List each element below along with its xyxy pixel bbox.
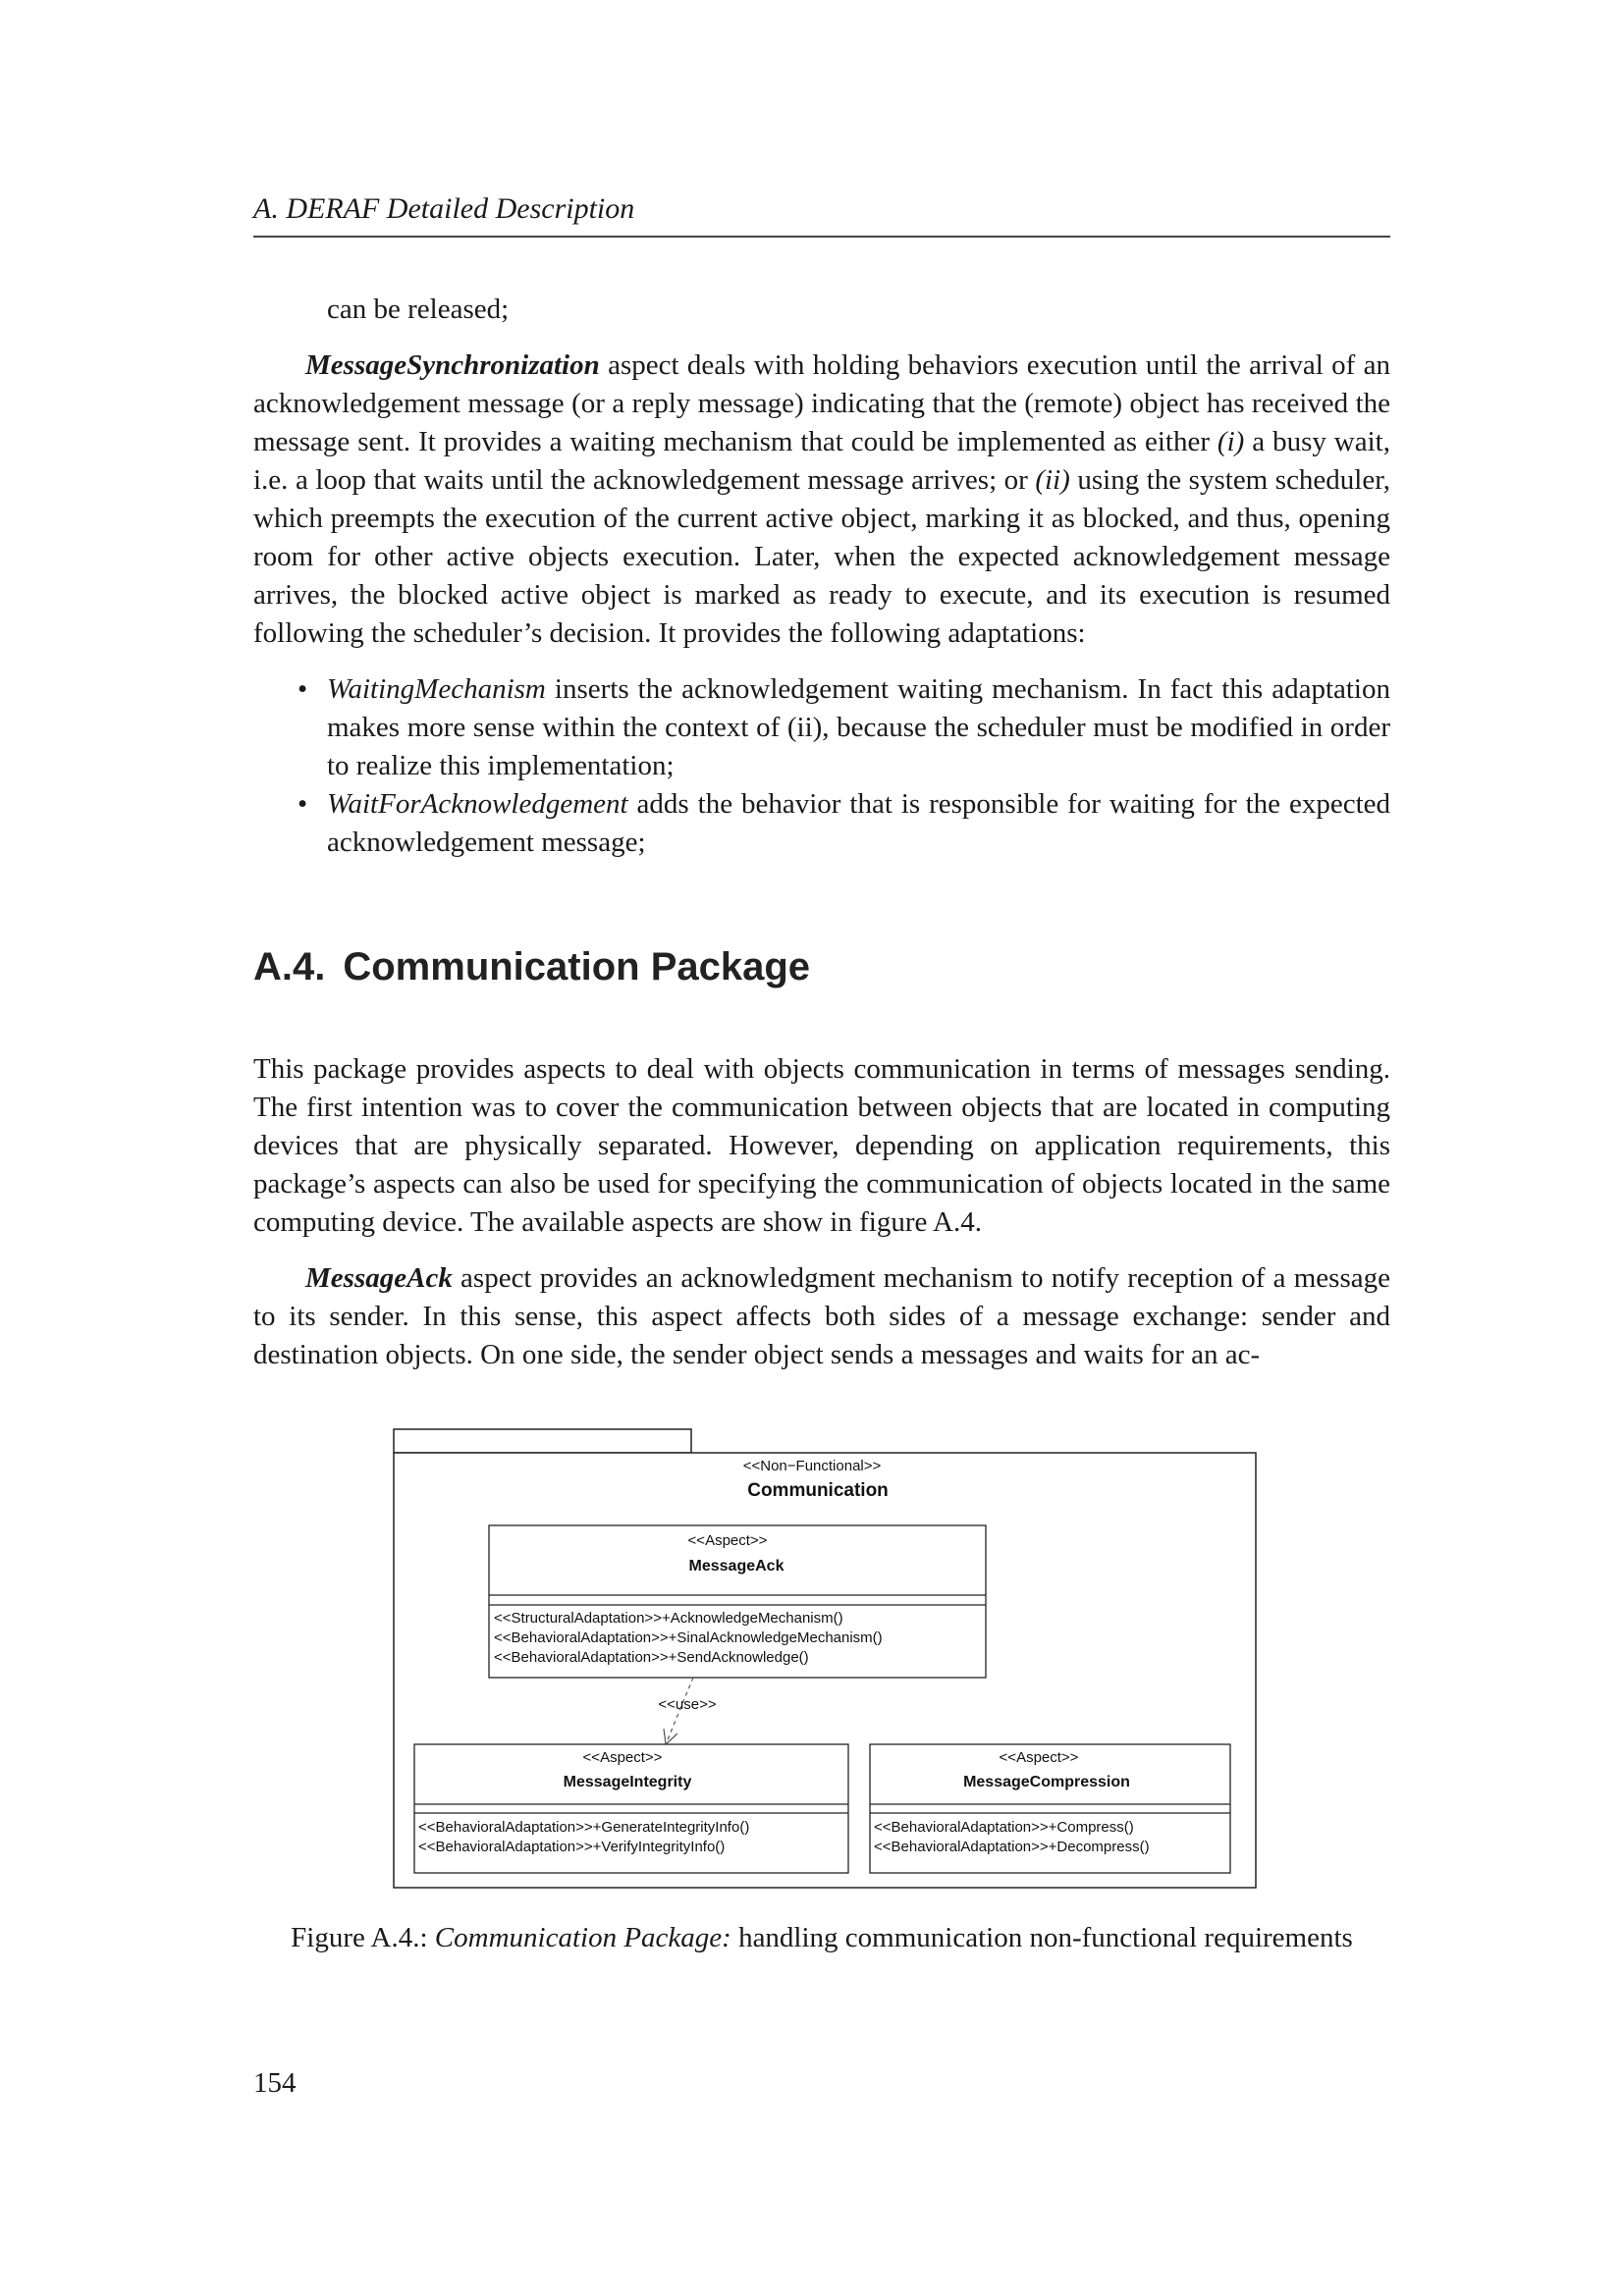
class-name-message-ack: MessageAck	[688, 1558, 784, 1575]
operation: <<BehavioralAdaptation>>+SendAcknowledge()	[494, 1649, 809, 1666]
section-title: Communication Package	[343, 945, 811, 988]
caption-label: Figure A.4.:	[291, 1922, 435, 1953]
figure-caption	[253, 1922, 1390, 1954]
operation: <<StructuralAdaptation>>+AcknowledgeMechanism()	[494, 1610, 843, 1627]
operation: <<BehavioralAdaptation>>+Compress()	[874, 1819, 1134, 1836]
page-number: 154	[253, 2067, 297, 2099]
list-item	[253, 670, 1390, 785]
paragraph-continuation: can be released;	[327, 294, 510, 325]
list-item-text: adds the behavior that is responsible for waiting for the expected acknowledgement message;	[327, 788, 1390, 858]
caption-title: Communication Package:	[434, 1922, 731, 1953]
bullet-icon: •	[298, 673, 308, 705]
use-label: <<use>>	[658, 1696, 717, 1713]
upper-text-block	[253, 291, 1390, 880]
operation: <<BehavioralAdaptation>>+SinalAcknowledgeMechanism()	[494, 1629, 883, 1646]
paragraph-text: aspect deals with holding behaviors execution until the arrival of an acknowledgement message (or a reply message) indicating that the (remote) object has received the message sent. It provides a waiting mechanism that could be implemented as either	[253, 349, 1390, 457]
class-stereotype: <<Aspect>>	[999, 1749, 1079, 1766]
section-heading	[253, 945, 810, 989]
term-message-ack: MessageAck	[305, 1262, 453, 1294]
package-stereotype: <<Non−Functional>>	[742, 1458, 882, 1474]
adaptation-list	[253, 670, 1390, 862]
paragraph-package-intro: This package provides aspects to deal with objects communication in terms of messages sending. The first intention was to cover the communication between objects that are located in computing devices that are physically separated. However, depending on application requirements, this package’s aspects can also be used for specifying the communication of objects located in the same computing device. The available aspects are show in figure A.4.	[253, 1053, 1390, 1238]
term-wait-for-acknowledgement: WaitForAcknowledgement	[327, 788, 628, 820]
uml-diagram-svg	[393, 1428, 1257, 1890]
bullet-icon: •	[298, 788, 308, 820]
package-name: Communication	[747, 1480, 889, 1501]
uml-package-diagram	[393, 1428, 1257, 1890]
paragraph-message-synchronization	[253, 347, 1390, 653]
paragraph-text: aspect provides an acknowledgment mechanism to notify reception of a message to its sender. In this sense, this aspect affects both sides of a message exchange: sender and destination objects. On one side, the sender object sends a messages and waits for an ac-	[253, 1262, 1390, 1370]
enum-ii: (ii)	[1035, 464, 1070, 496]
running-head: A. DERAF Detailed Description	[253, 192, 635, 225]
section-number: A.4.	[253, 945, 326, 988]
header-rule	[253, 236, 1390, 238]
operation: <<BehavioralAdaptation>>+GenerateIntegrityInfo()	[418, 1819, 750, 1836]
enum-i: (i)	[1217, 426, 1245, 457]
operation: <<BehavioralAdaptation>>+VerifyIntegrityInfo()	[418, 1839, 726, 1855]
class-name-message-compression: MessageCompression	[963, 1774, 1130, 1790]
list-item-text: inserts the acknowledgement waiting mechanism. In fact this adaptation makes more sense within the context of (ii), because the scheduler must be modified in order to realize this implementation;	[327, 673, 1390, 781]
operation: <<BehavioralAdaptation>>+Decompress()	[874, 1839, 1150, 1855]
class-name-message-integrity: MessageIntegrity	[563, 1774, 692, 1790]
term-waiting-mechanism: WaitingMechanism	[327, 673, 546, 705]
term-message-synchronization: MessageSynchronization	[305, 349, 600, 381]
lower-text-block	[253, 1050, 1390, 1392]
paragraph-message-ack	[253, 1259, 1390, 1374]
paragraph-text: using the system scheduler, which preempts the execution of the current active object, marking it as blocked, and thus, opening room for other active objects execution. Later, when the expected acknowledgement message arrives, the blocked active object is marked as ready to execute, and its execution is resumed following the scheduler’s decision. It provides the following adaptations:	[253, 464, 1390, 649]
package-tab	[394, 1429, 691, 1453]
class-stereotype: <<Aspect>>	[582, 1749, 663, 1766]
caption-text: handling communication non-functional requirements	[730, 1922, 1353, 1953]
class-stereotype: <<Aspect>>	[687, 1532, 768, 1549]
list-item	[253, 785, 1390, 862]
paragraph-text: a busy wait, i.e. a loop that waits until the acknowledgement message arrives; or	[253, 426, 1390, 496]
